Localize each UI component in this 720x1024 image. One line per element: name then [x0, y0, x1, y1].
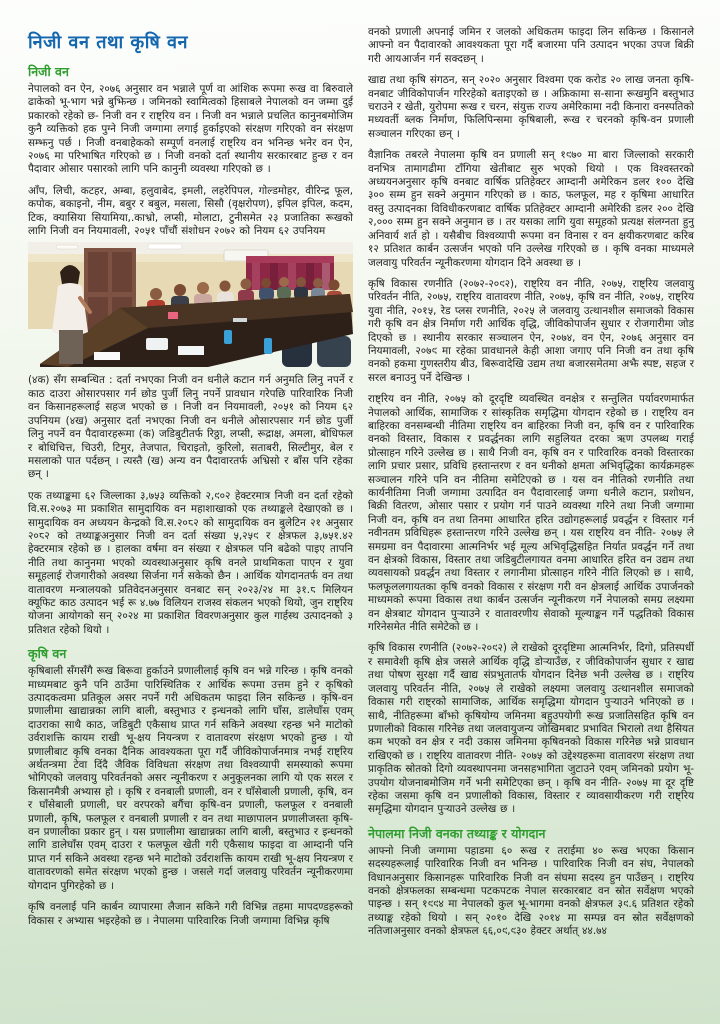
paragraph-left-4: एक तथ्याङ्कमा ६२ जिल्लाका ३,७५३ व्यक्तिको २,९०२ हेक्टरमात्र निजी वन दर्ता रहेको वि.स.२०७३ मा प्रकाशित सामुदायिक वन महाशाखाको एक तथ्याङ्कले देखाएको छ । सामुदायिक वन अध्ययन केन्द्रको वि.स.२०८२ को सामुदायिक वन बुलेटिन २१ अनुसार २०८२ को तथ्याङ्कअनुसार निजी वन दर्ता संख्या ५,२५९ र क्षेत्रफल ३,७५१.४२ हेक्टरमात्र रहेको छ । हालका वर्षमा वन संख्या र क्षेत्रफल पनि बढेको पाइए तापनि नीति तथा कानुनमा भएको व्यवस्थाअनुसार कृषि वनले प्राथमिकता पाएन र युवा समूहलाई रोजगारीको अवस्था सिर्जना गर्न सकेको छैन । आर्थिक योगदानतर्फ वन तथा वातावरण मन्त्रालयको प्रतिवेदनअनुसार वनबाट सन् २०२३/२४ मा ३१.८ मिलियन क्यूफिट काठ उत्पादन भई रू ४.७७ विलियन राजस्व संकलन भएको थियो, जुन राष्ट्रिय योजना आयोगको सन् २०२४ मा प्रकाशित विवरणअनुसार कुल गार्हस्थ उत्पादनको ३ प्रतिशत रहेको थियो । [28, 489, 353, 636]
paragraph-right-4: कृषि विकास रणनीति (२०७२-२०९२), राष्ट्रिय वन नीति, २०७५, राष्ट्रिय जलवायु परिवर्तन नीति, २०७५, राष्ट्रिय वातावरण नीति, २०७५, कृषि वन नीति, २०७५, राष्ट्रिय युवा नीति, २०१५, रेड प्लस रणनीति, २०२५ ले जलवायु उत्थानशील समाजको विकास गरी कृषि वन क्षेत्र निर्माण गरी आर्थिक वृद्धि, जीविकोपार्जन सुधार र रोजगारीमा जोड दिएको छ । स्थानीय सरकार सञ्चालन ऐन, २०७४, वन ऐन, २०७६ अनुसार वन नियमावली, २०७९ मा रहेका प्रावधानले केही आशा जगाए पनि निजी वन तथा कृषि वनको हकमा गुणस्तरीय बीउ, बिरूवादेखि उद्यम तथा बजारसमेतमा अझै स्पष्ट, सहज र सरल बनाउनु पर्ने देखिन्छ । [368, 277, 694, 384]
left-column [28, 26, 353, 1014]
section-heading-agro-forest: कृषि वन [28, 646, 67, 662]
paragraph-left-5: कृषिबाली सँगसँगै रूख बिरूवा हुर्काउने प्रणालीलाई कृषि वन भन्ने गरिन्छ । कृषि वनको माध्यमबाट कुनै पनि ठाउँमा पारिस्थितिक र आर्थिक रूपमा उत्तम हुने र कृषिको उत्पादकत्वमा प्रतिकूल असर नपर्ने गरी अधिकतम फाइदा लिन सकिन्छ । कृषि-वन प्रणालीमा खाद्यान्नका लागि बाली, बस्तुभाउ र इन्धनको लागि घाँस, डालेघाँस एवम् दाउराका साथै काठ, जडिबुटी एकैसाथ प्राप्त गर्न सकिने अवस्था रहन्छ भने माटोको उर्वराशक्ति कायम राखी भू-क्षय नियन्त्रण र वातावरण संरक्षण भएको हुन्छ । यो प्रणालीबाट कृषि वनका दैनिक आवश्यकता पूरा गर्दै जीविकोपार्जनमात्र नभई राष्ट्रिय अर्थतन्त्रमा टेवा दिंदै जैविक विविधता संरक्षण तथा विश्वव्यापी समस्याको रूपमा भोगिएको जलवायु परिवर्तनको असर न्यूनीकरण र अनुकूलनका लागि यो एक सरल र किसानमैत्री अभ्यास हो । कृषि र वनबाली प्रणाली, वन र घाँसेबाली प्रणाली, कृषि, वन र घाँसेबाली प्रणाली, घर वरपरको बगैंचा कृषि-वन प्रणाली, फलफूल र वनबाली प्रणाली, कृषि, फलफूल र वनबाली प्रणाली र वन तथा माछापालन प्रणालीजस्ता कृषि-वन प्रणालीका प्रकार हुन् । यस प्रणालीमा खाद्यान्नका लागि बाली, बस्तुभाउ र इन्धनको लागि डालेघाँस एवम् दाउरा र फलफूल खेती गरी एकैसाथ फाइदा वा आम्दानी पनि प्राप्त गर्न सकिने अवस्था रहन्छ भने माटोको उर्वराशक्ति कायम राखी भू-क्षय नियन्त्रण र वातावरणको समेत संरक्षण भएको हुन्छ । जसले गर्दा जलवायु परिवर्तन न्यूनीकरणमा योगदान पुगिरहेको छ । [28, 665, 353, 892]
paragraph-left-1: नेपालको वन ऐन, २०७६ अनुसार वन भन्नाले पूर्ण वा आंशिक रूपमा रूख वा बिरुवाले ढाकेको भू-भाग भन्ने बुझिन्छ । जमिनको स्वामित्वको हिसाबले नेपालको वन जम्मा दुई प्रकारको रहेको छ- निजी वन र राष्ट्रिय वन । निजी वन भन्नाले प्रचलित कानुनबमोजिम कुनै व्यक्तिको हक पुग्ने निजी जग्गामा लगाई हुर्काइएको संरक्षण गरिएको वन संरक्षण सम्झनु पर्छ । निजी वनबाहेकको सम्पूर्ण वनलाई राष्ट्रिय वन भनिन्छ भनेर वन ऐन, २०७६ मा परिभाषित गरिएको छ । निजी वनको दर्ता स्थानीय सरकारबाट हुन्छ र वन पैदावार ओसार पसारको लागि पनि कानुनी व्यवस्था गरिएको छ । [28, 83, 353, 176]
paragraph-left-3: (४क) सँग सम्बन्धित : दर्ता नभएका निजी वन धनीले कटान गर्न अनुमति लिनु नपर्ने र काठ दाउरा ओसारपसार गर्न छोड पुर्जी लिनु नपर्ने प्रावधान गरेपछि पारिवारिक निजी वन किसानहरूलाई सहज भएको छ । निजी वन नियमावली, २०५१ को नियम ६२ उपनियम (४ख) अनुसार दर्ता नभएका निजी वन धनीले ओसारपसार गर्न छोड पुर्जी लिनु नपर्ने वन पैदावारहरूमा (क) जडिबुटीतर्फ रिठ्ठा, लप्सी, रूद्राक्ष, अमला, बोधिफल र बोधिचित्त, चिउरी, टिमुर, तेजपात, चिराइतो, कुरिलो, सताबरी, सिल्टीमुर, बेल र मसलाको पात पर्दछन् । त्यस्तै (ख) अन्य वन पैदावारतर्फ अभ्रिसो र बाँस पनि रहेका छन् । [28, 374, 353, 481]
paragraph-right-1: वनको प्रणाली अपनाई जमिन र जलको अधिकतम फाइदा लिन सकिन्छ । किसानले आफ्नो वन पैदावारको आवश्यकता पूरा गर्दै बजारमा पनि उत्पादन भएका उपज बिक्री गरी आयआर्जन गर्न सक्दछन् । [368, 26, 694, 65]
paragraph-right-2: खाद्य तथा कृषि संगठन, सन् २०२० अनुसार विश्वमा एक करोड २० लाख जनता कृषि-वनबाट जीविकोपार्जन गरिरहेको बताइएको छ । अफ्रिकामा स-साना रूखमुनि बस्तुभाउ चराउने र खेती, युरोपमा रूख र चरन, संयुक्त राज्य अमेरिकामा नदी किनारा वनस्पतिको मध्यवर्ती ब्लक निर्माण, फिलिपिन्समा कृषिबाली, रूख र चरनको कृषि-वन प्रणाली सञ्चालन गरिएका छन् । [368, 74, 694, 140]
section-heading-private-forest: निजी वन [28, 64, 69, 79]
section-heading-statistics-contribution: नेपालमा निजी वनका तथ्याङ्क र योगदान [368, 825, 546, 841]
paragraph-left-2: आँप, लिची, कटहर, अम्बा, हलुवाबेद, इमली, लहरेपिपल, गोल्डमोहर, वीरिन्द्र फूल, कपोक, बकाइनो, नीम, बबुर र बबुल, मसला, सिसौ (वृक्षरोपण), इपिल इपिल, कदम, टिक, क्यासिया सियामिया,.काभ्रो, लप्सी, मोलाटा, टुनीसमेत २३ प्रजातिका रूखको लागि निजी वन नियमावली, २०५१ पाँचौं संशोधन २०७२ को नियम ६२ उपनियम [28, 184, 353, 238]
meeting-room-photo [28, 242, 353, 367]
paragraph-right-7: आफ्नो निजी जग्गामा पहाडमा ६० रूख र तराईमा ४० रूख भएका किसान सदस्यहरूलाई पारिवारिक निजी वन भनिन्छ । पारिवारिक निजी वन संघ, नेपालको विधानअनुसार किसानहरू पारिवारिक निजी वन संघमा सदस्य हुन पाउँछन् । राष्ट्रिय वनको क्षेत्रफलका सम्बन्धमा पटकपटक नेपाल सरकारबाट वन स्रोत सर्वेक्षण भएको पाइन्छ । सन् १९९४ मा नेपालको कुल भू-भागमा वनको क्षेत्रफल ३९.६ प्रतिशत रहेको तथ्याङ्क रहेको थियो । सन् २०१० देखि २०१४ मा सम्पन्न वन स्रोत सर्वेक्षणको नतिजाअनुसार वनको क्षेत्रफल ६६,०९,९३० हेक्टर अर्थात् ४४.७४ [368, 844, 694, 938]
paragraph-right-5: राष्ट्रिय वन नीति, २०७५ को दूरदृष्टि व्यवस्थित वनक्षेत्र र सन्तुलित पर्यावरणमार्फत नेपालको आर्थिक, सामाजिक र सांस्कृतिक समृद्धिमा योगदान रहेको छ । राष्ट्रिय वन बाहिरका वनसम्बन्धी नीतिमा राष्ट्रिय वन बाहिरका निजी वन, कृषि वन र पारिवारिक वनको विस्तार, विकास र प्रवर्द्धनका लागि सहुलियत दरका ऋण उपलब्ध गराई प्रोत्साहन गरिने उल्लेख छ । साथै निजी वन, कृषि वन र पारिवारिक वनको विस्तारका लागि प्रचार प्रसार, प्रविधि हस्तान्तरण र वन धनीको क्षमता अभिवृद्धिका कार्यक्रमहरू सञ्चालन गरिने पनि वन नीतिमा समेटिएको छ । यस वन नीतिको रणनीति तथा कार्यनीतिमा निजी जग्गामा उत्पादित वन पैदावारलाई जग्गा धनीले कटान, प्रशोधन, बिक्री वितरण, ओसार पसार र प्रयोग गर्न पाउने व्यवस्था गरिने तथा निजी जग्गामा निजी वन, कृषि वन तथा तिनमा आधारित हरित उद्योगहरूलाई प्रवर्द्धन र विस्तार गर्न नवीनतम प्रविधिहरू हस्तान्तरण गरिने उल्लेख छन् । यस राष्ट्रिय वन नीति- २०७५ ले समग्रमा वन पैदावारमा आत्मनिर्भर भई मूल्य अभिवृद्धिसहित निर्यात प्रवर्द्धन गर्ने तथा वन क्षेत्रको विकास, विस्तार तथा जडिबुटीलगायत वनमा आधारित हरित वन उद्यम तथा व्यवसायको प्रवर्द्धन तथा विस्तार र लगानीमा प्रोत्साहन गरिने नीति लिएको छ । साथै, फलफूललगायतका कृषि वनको विकास र संरक्षण गरी वन क्षेत्रलाई आर्थिक उपार्जनको माध्यमको रूपमा विकास तथा कार्बन उत्सर्जन न्यूनीकरण गर्ने नेपालको समग्र लक्ष्यमा वन क्षेत्रबाट योगदान पुऱ्याउने र वातावरणीय सेवाको मूल्याङ्कन गर्ने पद्धतिको विकास गरिनेसमेत नीति समेटेको छ । [368, 393, 694, 634]
paragraph-right-3: वैज्ञानिक तबरले नेपालमा कृषि वन प्रणाली सन् १९७० मा बारा जिल्लाको सरकारी वनभित्र तामागढीमा टाँगिया खेतीबाट सुरु भएको थियो । एक विश्वस्तरको अध्ययनअनुसार कृषि वनबाट वार्षिक प्रतिहेक्टर आम्दानी अमेरिकन डलर १०० देखि ३०० सम्म हुन सक्ने अनुमान गरिएको छ । काठ, फलफूल, मह र कृषिमा आधारित वस्तु उत्पादनका विविधीकरणबाट वार्षिक प्रतिहेक्टर आम्दानी अमेरिकी डलर २०० देखि २,००० सम्म हुन सक्ने अनुमान छ । तर यसका लागि युवा समूहको प्रत्यक्ष संलग्नता हुनु अनिवार्य शर्त हो । यसैबीच विश्वव्यापी रूपमा वन विनास र वन क्षयीकरणबाट करिब १२ प्रतिशत कार्बन उत्सर्जन भएको पनि उल्लेख गरिएको छ । कृषि वनका माध्यमले जलवायु परिवर्तन न्यूनीकरणमा योगदान दिने अवस्था छ । [368, 149, 694, 269]
page-title: निजी वन तथा कृषि वन [28, 32, 189, 53]
paragraph-right-6: कृषि विकास रणनीति (२०७२-२०९२) ले राखेको दूरदृष्टिमा आत्मनिर्भर, दिगो, प्रतिस्पर्धी र समावेशी कृषि क्षेत्र जसले आर्थिक वृद्धि डोऱ्याउँछ, र जीविकोपार्जन सुधार र खाद्य तथा पोषण सुरक्षा गर्दै खाद्य संप्रभुतातर्फ योगदान दिनेछ भनी उल्लेख छ । राष्ट्रिय जलवायु परिवर्तन नीति, २०७५ ले राखेको लक्ष्यमा जलवायु उत्थानशील समाजको विकास गरी राष्ट्रको सामाजिक, आर्थिक समृद्धिमा योगदान पुऱ्याउने भनिएको छ । साथै, नीतिहरूमा बाँझो कृषियोग्य जमिनमा बहुउपयोगी रूख प्रजातिसहित कृषि वन प्रणालीको विकास गरिनेछ तथा जलवायुजन्य जोखिमबाट प्रभावित भिरालो तथा हैसियत कम भएको वन क्षेत्र र नदी उकास जमिनमा कृषिवनको विकास गरिनेछ भन्ने प्रावधान राखिएको छ । राष्ट्रिय वातावरण नीति- २०७५ को उद्देश्यहरूमा वातावरण संरक्षण तथा प्राकृतिक स्रोतको दिगो व्यवस्थापनमा जनसहभागिता जुटाउने एवम् जमिनको प्रयोग भू-उपयोग योजनाबमोजिम गर्ने भनी समेटिएका छन् । कृषि वन नीति- २०७५ मा दूर दृष्टि रहेका जसमा कृषि वन प्रणालीको विकास, विस्तार र व्यावसायीकरण गरी राष्ट्रिय समृद्धिमा योगदान पुऱ्याउने उल्लेख छ । [368, 642, 694, 816]
right-column [368, 26, 694, 1014]
paragraph-left-6: कृषि वनलाई पनि कार्बन व्यापारमा लैजान सकिने गरी विभिन्न तहमा मापदण्डहरूको विकास र अभ्यास भइरहेको छ । नेपालमा पारिवारिक निजी जग्गामा विभिन्न कृषि [28, 901, 353, 927]
